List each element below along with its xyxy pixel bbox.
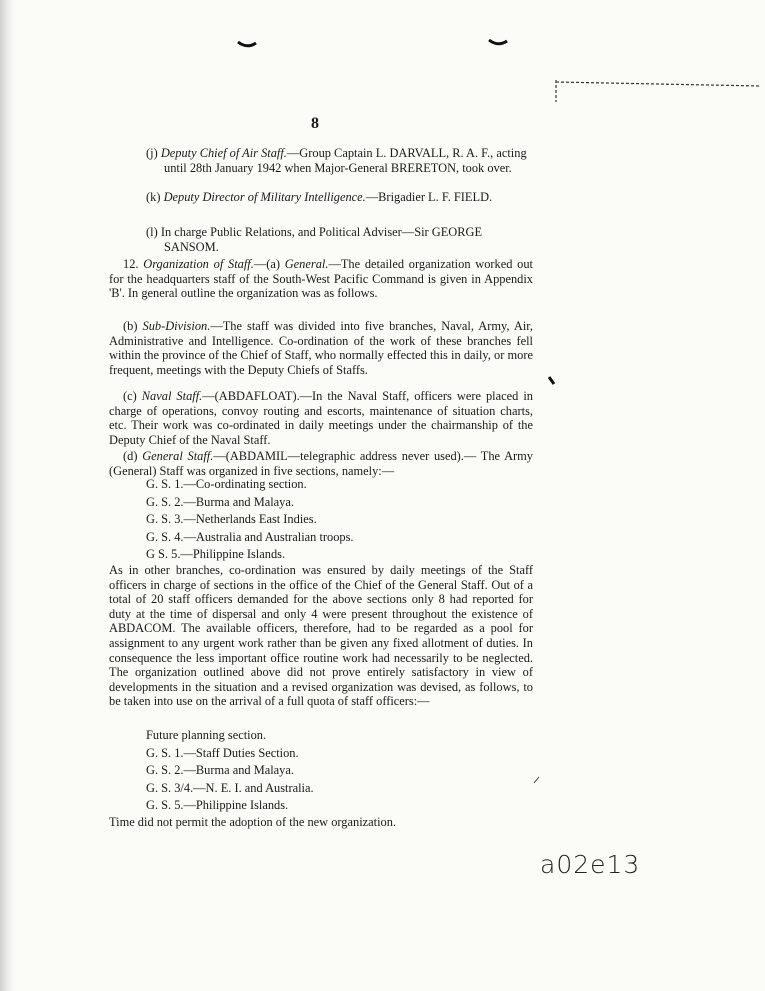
scan-mark-left [236,40,258,50]
gs-sections-list [146,476,354,564]
scan-tick-small [533,776,541,784]
item-title: Deputy Director of Military Intelligence. [163,190,366,204]
paragraph-closing: Time did not permit the adoption of the new organization. [109,815,397,829]
para-title: Sub-Division. [142,319,211,333]
para-prefix: 12. [123,257,144,271]
paragraph-c [109,389,533,447]
para-mid: —(a) [253,257,285,271]
list-item: G S. 5.—Philippine Islands. [146,547,286,561]
item-text: —Group Captain L. DARVALL, R. A. F., acting until 28th January 1942 when Major-General BRERETON, took over. [164,146,527,175]
scan-edge-shadow [0,0,14,991]
item-title: Deputy Chief of Air Staff. [160,146,287,160]
list-item-j [146,146,538,176]
list-item: G. S. 3.—Netherlands East Indies. [146,512,317,526]
page-number: 8 [311,115,319,132]
para-text: —The detailed organization worked out for the headquarters staff of the South-West Pacific Command is given in Appendix 'B'. In general outline the organization was as follows. [109,257,533,301]
item-label: (l) [146,225,158,239]
gs-new-list [146,727,314,815]
item-text: In charge Public Relations, and Political Adviser—Sir GEORGE SANSOM. [160,225,483,254]
para-text: —(ABDAFLOAT).—In the Naval Staff, officers were placed in charge of operations, convoy routing and escorts, maintenance of situation charts, etc. Their work was co-ordinated in daily meetings under the chairmanship of the Deputy Chief of the Naval Staff. [109,389,533,447]
para-subtitle: General. [284,257,329,271]
item-label: (k) [146,190,161,204]
para-text: —(ABDAMIL—telegraphic address never used).— The Army (General) Staff was organized in five sections, namely:— [109,449,533,478]
paragraph-coordination: As in other branches, co-ordination was ensured by daily meetings of the Staff officers in charge of sections in the office of the Chief of the General Staff. Out of a total of 20 staff officers demanded for the above sections only 8 had reported for duty at the time of dispersal and only 4 were present throughout the existence of ABDACOM. The available officers, therefore, had to be regarded as a pool for assignment to any urgent work rather than be given any fixed allotment of duties. In consequence the less important office routine work had necessarily to be neglected. The organization outlined above did not prove entirely satisfactory in view of developments in the situation and a revised organization was devised, as follows, to be taken into use on the arrival of a full quota of staff officers:— [109,563,533,709]
para-title: General Staff. [142,449,214,463]
paragraph-12 [109,257,533,301]
para-prefix: (d) [123,449,143,463]
list-item: G. S. 3/4.—N. E. I. and Australia. [146,780,314,795]
scan-mark-right [487,38,509,48]
list-item: G. S. 2.—Burma and Malaya. [146,494,294,509]
paragraph-d [109,449,533,478]
list-item-k [146,190,538,205]
list-item: G. S. 1.—Co-ordinating section. [146,477,307,491]
para-title: Naval Staff. [141,389,203,403]
list-item: G. S. 4.—Australia and Australian troops. [146,529,354,544]
corner-bracket [550,76,765,104]
list-item: Future planning section. [146,728,267,742]
para-prefix: (c) [123,389,142,403]
handwritten-reference: a02e13 [540,850,641,879]
para-text: —The staff was divided into five branches, Naval, Army, Air, Administrative and Intelligence. Co-ordination of the work of these branches fell within the province of the Chief of Staff, who normally effected this in daily, or more frequent, meetings with the Deputy Chiefs of Staffs. [109,319,533,377]
list-item: G. S. 2.—Burma and Malaya. [146,763,294,777]
list-item-l [146,225,538,255]
para-prefix: (b) [123,319,143,333]
item-label: (j) [146,146,158,160]
item-text: —Brigadier L. F. FIELD. [365,190,493,204]
para-title: Organization of Staff. [143,257,254,271]
list-item: G. S. 1.—Staff Duties Section. [146,745,299,760]
paragraph-b [109,319,533,377]
scan-tick [548,376,556,386]
list-item: G. S. 5.—Philippine Islands. [146,798,289,812]
